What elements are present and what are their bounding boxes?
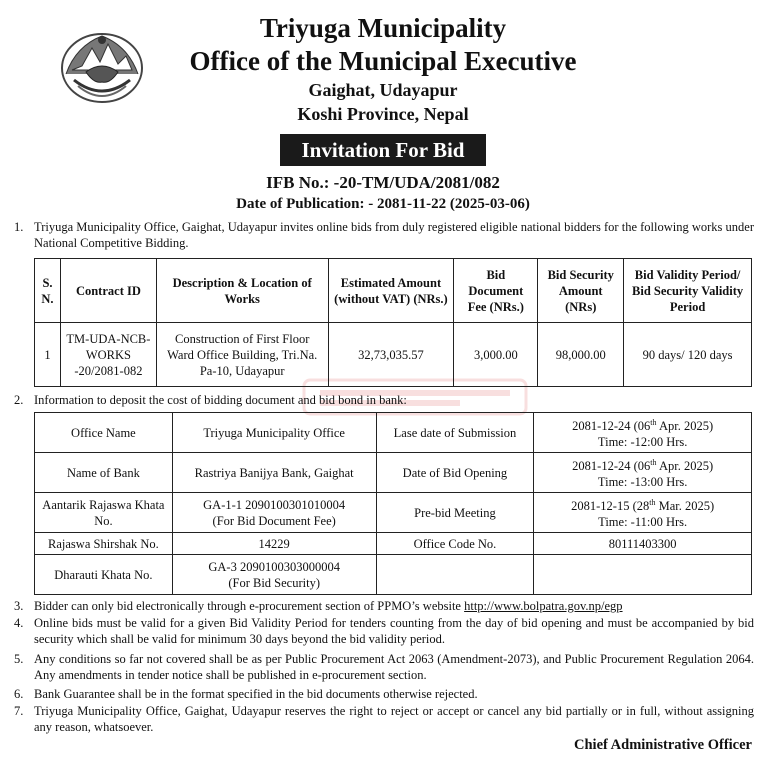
clause-5 xyxy=(14,651,754,683)
col-header-sn: S. N. xyxy=(35,259,61,323)
empty-cell xyxy=(534,555,752,595)
value-dharauti-khata: GA-3 2090100303000004 (For Bid Security) xyxy=(172,555,376,595)
clause-text: Triyuga Municipality Office, Gaighat, Udayapur invites online bids from duly registered eligible national bidders for the following works under National Competitive Bidding. xyxy=(34,220,754,250)
clause-2 xyxy=(14,392,754,408)
address-line-2: Koshi Province, Nepal xyxy=(297,104,469,124)
notice-header xyxy=(0,12,766,214)
bank-info-table xyxy=(34,412,752,595)
table-row xyxy=(35,533,752,555)
address-line-1: Gaighat, Udayapur xyxy=(308,80,458,100)
office-title: Office of the Municipal Executive xyxy=(189,46,577,76)
value-rajaswa-shirshak: 14229 xyxy=(172,533,376,555)
table-header-row xyxy=(35,259,752,323)
label-last-submission: Lase date of Submission xyxy=(376,413,534,453)
label-bid-opening: Date of Bid Opening xyxy=(376,453,534,493)
publication-date: Date of Publication: - 2081-11-22 (2025-03-06) xyxy=(236,196,530,212)
value-office-name: Triyuga Municipality Office xyxy=(172,413,376,453)
label-bank-name: Name of Bank xyxy=(35,453,173,493)
value-aantarik-khata: GA-1-1 2090100301010004 (For Bid Document Fee) xyxy=(172,493,376,533)
clause-3 xyxy=(14,598,754,614)
col-header-contract-id: Contract ID xyxy=(60,259,156,323)
cell-validity: 90 days/ 120 days xyxy=(624,323,752,387)
value-bank-name: Rastriya Banijya Bank, Gaighat xyxy=(172,453,376,493)
clause-number: 5. xyxy=(14,652,24,666)
value-last-submission: 2081-12-24 (06th Apr. 2025) Time: -12:00 Hrs. xyxy=(534,413,752,453)
label-office-code: Office Code No. xyxy=(376,533,534,555)
value-prebid-meeting: 2081-12-15 (28th Mar. 2025) Time: -11:00 Hrs. xyxy=(534,493,752,533)
col-header-bid-security: Bid Security Amount (NRs) xyxy=(538,259,624,323)
clause-text: Bank Guarantee shall be in the format specified in the bid documents otherwise rejected. xyxy=(34,687,478,701)
invitation-banner: Invitation For Bid xyxy=(280,134,487,166)
clause-text: Bidder can only bid electronically through e-procurement section of PPMO’s website xyxy=(34,599,465,613)
cell-doc-fee: 3,000.00 xyxy=(454,323,538,387)
clause-number: 6. xyxy=(14,687,24,701)
clause-number: 4. xyxy=(14,616,24,630)
ifb-number: IFB No.: -20-TM/UDA/2081/082 xyxy=(266,173,500,192)
clause-number: 1. xyxy=(14,220,24,234)
clause-7 xyxy=(14,703,754,735)
value-office-code: 80111403300 xyxy=(534,533,752,555)
label-office-name: Office Name xyxy=(35,413,173,453)
municipality-title: Triyuga Municipality xyxy=(259,13,507,43)
clause-1 xyxy=(14,219,754,251)
table-row xyxy=(35,555,752,595)
empty-cell xyxy=(376,555,534,595)
bid-works-table xyxy=(34,258,752,387)
clause-number: 3. xyxy=(14,599,24,613)
cell-contract-id: TM-UDA-NCB-WORKS -20/2081-082 xyxy=(60,323,156,387)
label-dharauti-khata: Dharauti Khata No. xyxy=(35,555,173,595)
cell-estimated-amount: 32,73,035.57 xyxy=(328,323,454,387)
cell-sn: 1 xyxy=(35,323,61,387)
clause-6 xyxy=(14,686,754,702)
cell-bid-security: 98,000.00 xyxy=(538,323,624,387)
col-header-estimated-amount: Estimated Amount (without VAT) (NRs.) xyxy=(328,259,454,323)
table-row xyxy=(35,323,752,387)
clause-text: Any conditions so far not covered shall be as per Public Procurement Act 2063 (Amendment-2073), and Public Procurement Regulation 2064. Any amendments in tender notice shall be published in e-procurement section. xyxy=(34,652,754,682)
clause-text: Online bids must be valid for a given Bid Validity Period for tenders counting from the day of bid opening and must be accompanied by bid security which shall be valid for minimum 30 days beyond the bid validity period. xyxy=(34,616,754,646)
clause-number: 7. xyxy=(14,704,24,718)
table-row xyxy=(35,413,752,453)
col-header-doc-fee: Bid Document Fee (NRs.) xyxy=(454,259,538,323)
label-rajaswa-shirshak: Rajaswa Shirshak No. xyxy=(35,533,173,555)
signatory-title: Chief Administrative Officer xyxy=(574,737,752,753)
value-bid-opening: 2081-12-24 (06th Apr. 2025) Time: -13:00 Hrs. xyxy=(534,453,752,493)
clause-4 xyxy=(14,615,754,647)
egp-website-link[interactable]: http://www.bolpatra.gov.np/egp xyxy=(464,599,623,613)
label-prebid-meeting: Pre-bid Meeting xyxy=(376,493,534,533)
clause-number: 2. xyxy=(14,393,24,407)
clause-text: Information to deposit the cost of bidding document and bid bond in bank: xyxy=(34,393,407,407)
label-aantarik-khata: Aantarik Rajaswa Khata No. xyxy=(35,493,173,533)
table-row xyxy=(35,493,752,533)
clause-text: Triyuga Municipality Office, Gaighat, Udayapur reserves the right to reject or accept or cancel any bid partially or in full, without assigning any reason, whatsoever. xyxy=(34,704,754,734)
col-header-description: Description & Location of Works xyxy=(156,259,328,323)
table-row xyxy=(35,453,752,493)
col-header-validity: Bid Validity Period/ Bid Security Validity Period xyxy=(624,259,752,323)
cell-description: Construction of First Floor Ward Office Building, Tri.Na. Pa-10, Udayapur xyxy=(156,323,328,387)
